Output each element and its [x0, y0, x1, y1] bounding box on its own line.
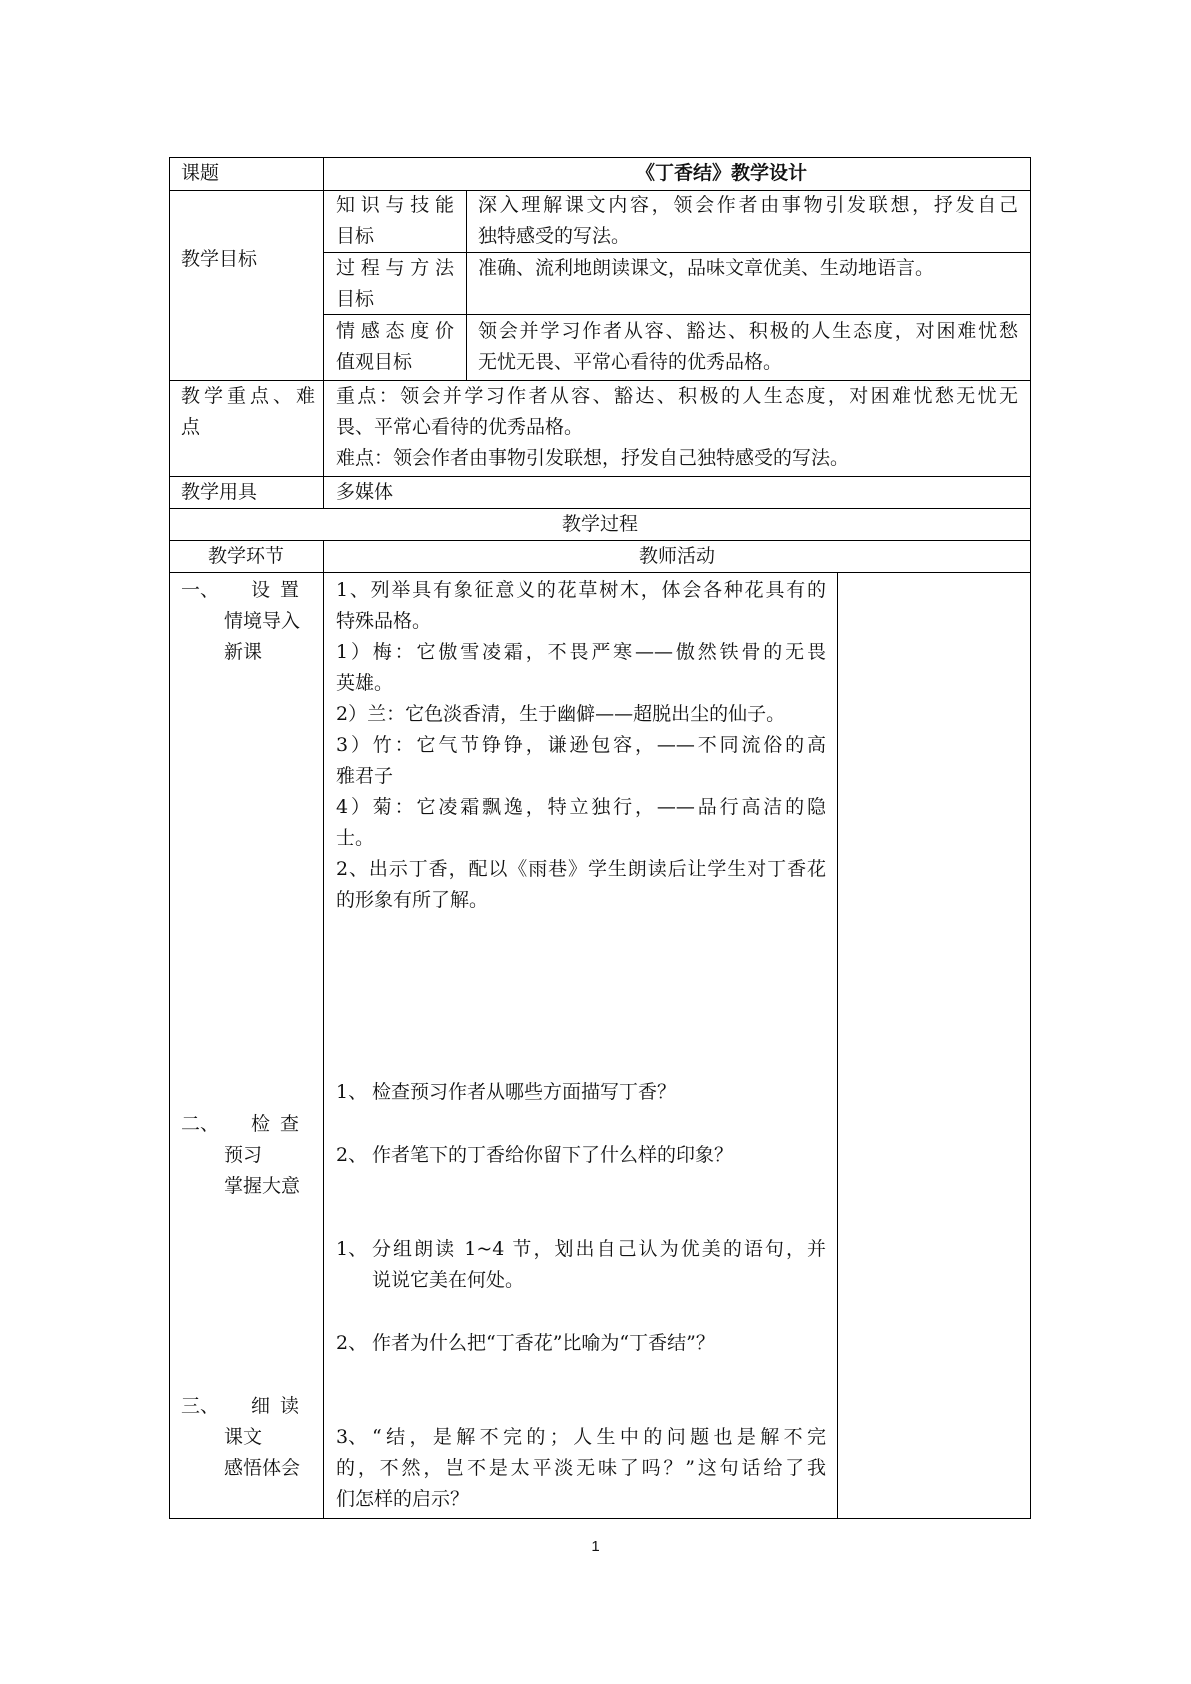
- objective-text-knowledge-line2: 独特感受的写法。: [478, 225, 631, 247]
- objective-label-attitude: [336, 316, 454, 378]
- objective-label-knowledge-line1: 知识与技能: [336, 194, 454, 216]
- objective-label-knowledge-line2: 目标: [336, 225, 375, 247]
- rule-col3-lower: [837, 572, 838, 1519]
- stage-2-name-line3: 掌握大意: [224, 1175, 301, 1197]
- objective-text-attitude-line1: 领会并学习作者从容、豁达、积极的人生态度，对困难忧愁: [478, 320, 1018, 342]
- stage-2-question-2: [336, 1140, 826, 1171]
- keypoints-label-line1: 教学重点、难: [181, 385, 315, 407]
- stage-2-question-1: [336, 1077, 826, 1108]
- objective-label-process-line2: 目标: [336, 288, 375, 310]
- stage-1: [181, 575, 315, 668]
- stage-3-name-line1: 细读: [250, 1395, 309, 1417]
- keypoints-label: [181, 381, 315, 443]
- stage-1-activity-line: 2）兰：它色淡香清，生于幽僻——超脱出尘的仙子。: [336, 703, 786, 725]
- keypoints-text: [336, 381, 1018, 474]
- stage-3-q1-num: 1、: [336, 1238, 368, 1260]
- stage-2: [181, 1109, 315, 1202]
- rule-col1: [323, 157, 324, 508]
- page-number: 1: [591, 1538, 600, 1555]
- stage-1-activity-line: 雅君子: [336, 765, 394, 787]
- objective-text-process: [478, 253, 1018, 284]
- stage-1-name-line1: 设置: [250, 579, 309, 601]
- stage-3-q1-line2: 说说它美在何处。: [372, 1269, 525, 1291]
- col-header-teacher: 教师活动: [638, 545, 715, 567]
- stage-2-q2-num: 2、: [336, 1144, 368, 1166]
- tools-value: 多媒体: [336, 481, 394, 503]
- stage-2-num: 二、: [181, 1113, 220, 1135]
- rule-keypoints-bottom: [169, 476, 1031, 477]
- stage-3: [181, 1391, 315, 1484]
- stage-2-name-line2: 预习: [224, 1144, 263, 1166]
- stage-1-name-line3: 新课: [224, 641, 263, 663]
- stage-1-num: 一、: [181, 579, 220, 601]
- stage-3-q3-line1: “结，是解不完的；人生中的问题也是解不完: [372, 1426, 826, 1448]
- rule-colheads-bottom: [169, 572, 1031, 573]
- stage-1-activity-line: 的形象有所了解。: [336, 889, 489, 911]
- stage-1-activity-line: 1）梅：它傲雪凌霜，不畏严寒——傲然铁骨的无畏: [336, 641, 826, 663]
- stage-3-q2-text: 作者为什么把“丁香花”比喻为“丁香结”？: [372, 1332, 715, 1354]
- col-header-stage: 教学环节: [207, 545, 284, 567]
- stage-2-q1-text: 检查预习作者从哪些方面描写丁香？: [372, 1081, 677, 1103]
- keypoints-label-line2: 点: [181, 416, 201, 438]
- stage-1-activity-line: 1、列举具有象征意义的花草树木，体会各种花具有的: [336, 579, 826, 601]
- stage-3-name-line3: 感悟体会: [224, 1457, 301, 1479]
- rule-left: [169, 157, 170, 1519]
- objective-label-process: [336, 253, 454, 315]
- stage-1-activity-line: 4）菊：它凌霜飘逸，特立独行，——品行高洁的隐: [336, 796, 826, 818]
- stage-3-q3-line2: 的，不然，岂不是太平淡无味了吗？”这句话给了我: [336, 1457, 826, 1479]
- objective-text-attitude: [478, 316, 1018, 378]
- objective-label-attitude-line1: 情感态度价: [336, 320, 454, 342]
- stage-1-activity-line: 3）竹：它气节铮铮，谦逊包容，——不同流俗的高: [336, 734, 826, 756]
- stage-3-num: 三、: [181, 1395, 220, 1417]
- objective-label-knowledge: [336, 190, 454, 252]
- stage-3-name-line2: 课文: [224, 1426, 263, 1448]
- process-heading: 教学过程: [561, 513, 638, 535]
- stage-1-activity-line: 特殊品格。: [336, 610, 432, 632]
- stage-3-question-3: [336, 1422, 826, 1515]
- objective-text-knowledge-line1: 深入理解课文内容，领会作者由事物引发联想，抒发自己: [478, 194, 1018, 216]
- stage-1-activity-line: 士。: [336, 827, 375, 849]
- stage-3-q3-num: 3、: [336, 1426, 368, 1448]
- rule-bottom: [169, 1518, 1031, 1519]
- stage-1-activity-line: 英雄。: [336, 672, 394, 694]
- objective-text-process-line1: 准确、流利地朗读课文，品味文章优美、生动地语言。: [478, 257, 935, 279]
- stage-2-q1-num: 1、: [336, 1081, 368, 1103]
- rule-top: [169, 157, 1031, 158]
- rule-obj-sub: [466, 190, 467, 381]
- objective-text-knowledge: [478, 190, 1018, 252]
- stage-1-activities: [336, 575, 826, 916]
- stage-3-q3-line3: 们怎样的启示？: [336, 1488, 470, 1510]
- keypoints-line1: 重点：领会并学习作者从容、豁达、积极的人生态度，对困难忧愁无忧无: [336, 385, 1018, 407]
- keypoints-line2: 畏、平常心看待的优秀品格。: [336, 416, 584, 438]
- objective-label-attitude-line2: 值观目标: [336, 351, 413, 373]
- stage-3-q1-line1: 分组朗读 1~4 节，划出自己认为优美的语句，并: [372, 1238, 826, 1260]
- tools-label: 教学用具: [181, 481, 258, 503]
- stage-2-q2-text: 作者笔下的丁香给你留下了什么样的印象？: [372, 1144, 734, 1166]
- topic-label: 课题: [181, 162, 220, 184]
- stage-3-q2-num: 2、: [336, 1332, 368, 1354]
- stage-3-question-2: [336, 1328, 826, 1359]
- objective-label-process-line1: 过程与方法: [336, 257, 454, 279]
- rule-col1-lower: [323, 540, 324, 1519]
- stage-2-name-line1: 检查: [250, 1113, 309, 1135]
- keypoints-line3: 难点：领会作者由事物引发联想，抒发自己独特感受的写法。: [336, 447, 850, 469]
- stage-1-activity-line: 2、出示丁香，配以《雨巷》学生朗读后让学生对丁香花: [336, 858, 826, 880]
- stage-3-question-1: [336, 1234, 826, 1296]
- page-title: 《丁香结》教学设计: [636, 162, 808, 184]
- stage-1-name-line2: 情境导入: [224, 610, 301, 632]
- objective-text-attitude-line2: 无忧无畏、平常心看待的优秀品格。: [478, 351, 783, 373]
- objectives-label: 教学目标: [181, 248, 258, 270]
- rule-right: [1030, 157, 1031, 1519]
